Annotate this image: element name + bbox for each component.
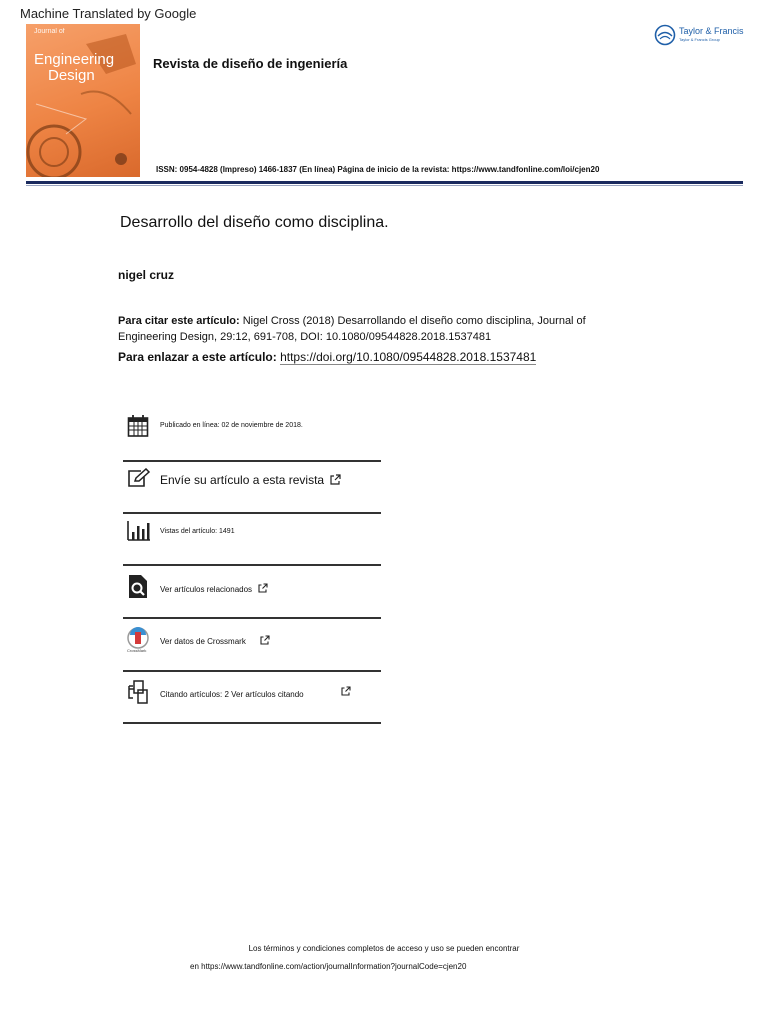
- citation-text[interactable]: Nigel Cross (2018) Desarrollando el diseño como disciplina, Journal of Engineering Design, 29:12, 691-708, DOI: 10.1080/09544828.2018.1537481: [118, 315, 586, 343]
- crossmark-link[interactable]: Ver datos de Crossmark: [160, 635, 270, 646]
- citation-label: Para citar este artículo:: [118, 315, 240, 327]
- cover-engineering: Engineering: [34, 51, 115, 68]
- row-divider: [123, 670, 381, 672]
- published-online-text: Publicado en línea: 02 de noviembre de 2018.: [160, 422, 303, 429]
- row-divider: [123, 722, 381, 724]
- submit-article-link[interactable]: Envíe su artículo a esta revista: [160, 473, 341, 487]
- issn-homepage-line[interactable]: ISSN: 0954-4828 (Impreso) 1466-1837 (En línea) Página de inicio de la revista: https://www.tandfonline.com/loi/cjen20: [156, 165, 600, 174]
- citing-articles-row[interactable]: [123, 680, 381, 706]
- submit-article-row[interactable]: [123, 468, 381, 494]
- row-divider: [123, 617, 381, 619]
- external-link-icon: [330, 474, 341, 485]
- machine-translation-banner: Machine Translated by Google: [20, 6, 197, 21]
- calendar-icon: [127, 414, 149, 438]
- row-divider: [123, 512, 381, 514]
- crossmark-row[interactable]: [123, 627, 381, 655]
- cover-artwork: [26, 24, 140, 177]
- crossmark-logo-text: CrossMark: [127, 648, 147, 653]
- link-label: Para enlazar a este artículo:: [118, 350, 277, 364]
- article-link-block: [118, 350, 536, 364]
- header-divider: [26, 181, 743, 184]
- bar-chart-icon: [127, 520, 151, 542]
- citation-block: [118, 313, 638, 345]
- header-divider-thin: [26, 185, 743, 186]
- search-document-icon: [127, 574, 149, 600]
- tf-emblem-icon: [654, 24, 676, 46]
- article-author: nigel cruz: [118, 268, 175, 282]
- journal-title: Revista de diseño de ingeniería: [153, 56, 348, 71]
- related-articles-link[interactable]: Ver artículos relacionados: [160, 583, 268, 594]
- related-articles-row[interactable]: [123, 574, 381, 600]
- publisher-group: Taylor & Francis Group: [679, 37, 720, 42]
- external-link-icon[interactable]: [341, 686, 351, 696]
- published-online-row: [123, 414, 381, 442]
- taylor-francis-logo[interactable]: [654, 24, 754, 46]
- external-link-icon: [258, 583, 268, 593]
- cover-journal-of: Journal of: [34, 28, 65, 35]
- edit-icon: [127, 468, 151, 488]
- article-views-row: [123, 520, 381, 544]
- publisher-name: Taylor & Francis: [679, 26, 744, 36]
- terms-footer-line2[interactable]: en https://www.tandfonline.com/action/journalInformation?journalCode=cjen20: [190, 962, 467, 971]
- citing-articles-link[interactable]: Citando artículos: 2 Ver artículos citando: [160, 690, 304, 699]
- article-views-text: Vistas del artículo: 1491: [160, 528, 235, 535]
- external-link-icon: [260, 635, 270, 645]
- article-title: Desarrollo del diseño como disciplina.: [120, 214, 389, 231]
- row-divider: [123, 460, 381, 462]
- row-divider: [123, 564, 381, 566]
- journal-cover-image: [26, 24, 140, 177]
- terms-footer-line1: Los términos y condiciones completos de acceso y uso se pueden encontrar: [248, 944, 520, 953]
- copy-documents-icon: [127, 680, 151, 704]
- doi-link[interactable]: https://doi.org/10.1080/09544828.2018.1537481: [280, 350, 537, 364]
- cover-design: Design: [48, 67, 95, 84]
